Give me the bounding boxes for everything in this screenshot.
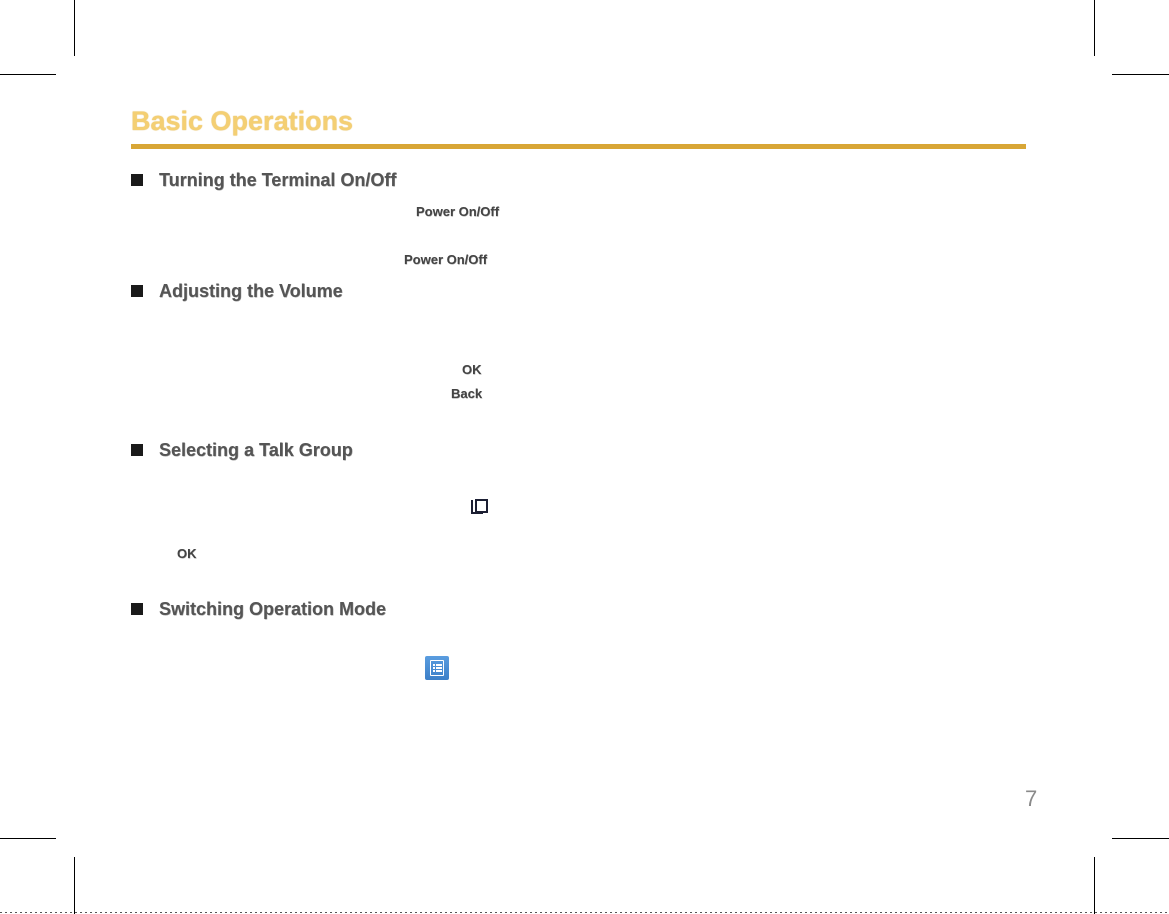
menu-list-icon-dot [433,670,435,672]
key-ok: OK [462,362,482,377]
menu-list-icon-line [436,670,442,672]
crop-mark [0,838,56,839]
crop-mark [0,74,56,75]
key-back: Back [451,386,483,401]
page-title: Basic Operations [131,106,354,136]
page-number: 7 [1025,786,1038,811]
title-rule [131,144,1026,149]
key-power-on-off: Power On/Off [416,204,500,219]
bullet-square [131,285,143,297]
section-heading-volume [131,279,343,303]
bullet-square [131,174,143,186]
group-switch-icon-front [475,499,488,513]
crop-mark [74,0,75,56]
trim-line [0,912,1169,913]
menu-list-icon [425,656,449,680]
group-switch-icon [469,497,487,515]
key-ok: OK [177,546,197,561]
bullet-square [131,444,143,456]
section-heading-label: Turning the Terminal On/Off [159,169,397,190]
crop-mark [1094,857,1095,914]
bullet-square [131,603,143,615]
section-heading-operation-mode [131,597,386,621]
crop-mark [1094,0,1095,56]
crop-mark [74,857,75,914]
section-heading-power [131,168,396,192]
section-heading-label: Adjusting the Volume [159,280,343,301]
menu-list-icon-dot [433,664,435,666]
menu-list-icon-line [436,667,442,669]
menu-list-icon-line [436,664,442,666]
section-heading-label: Selecting a Talk Group [159,439,353,460]
crop-mark [1112,838,1169,839]
crop-mark [1112,74,1169,75]
key-power-on-off: Power On/Off [404,252,488,267]
section-heading-label: Switching Operation Mode [159,598,387,619]
section-heading-talk-group [131,438,353,462]
menu-list-icon-dot [433,667,435,669]
